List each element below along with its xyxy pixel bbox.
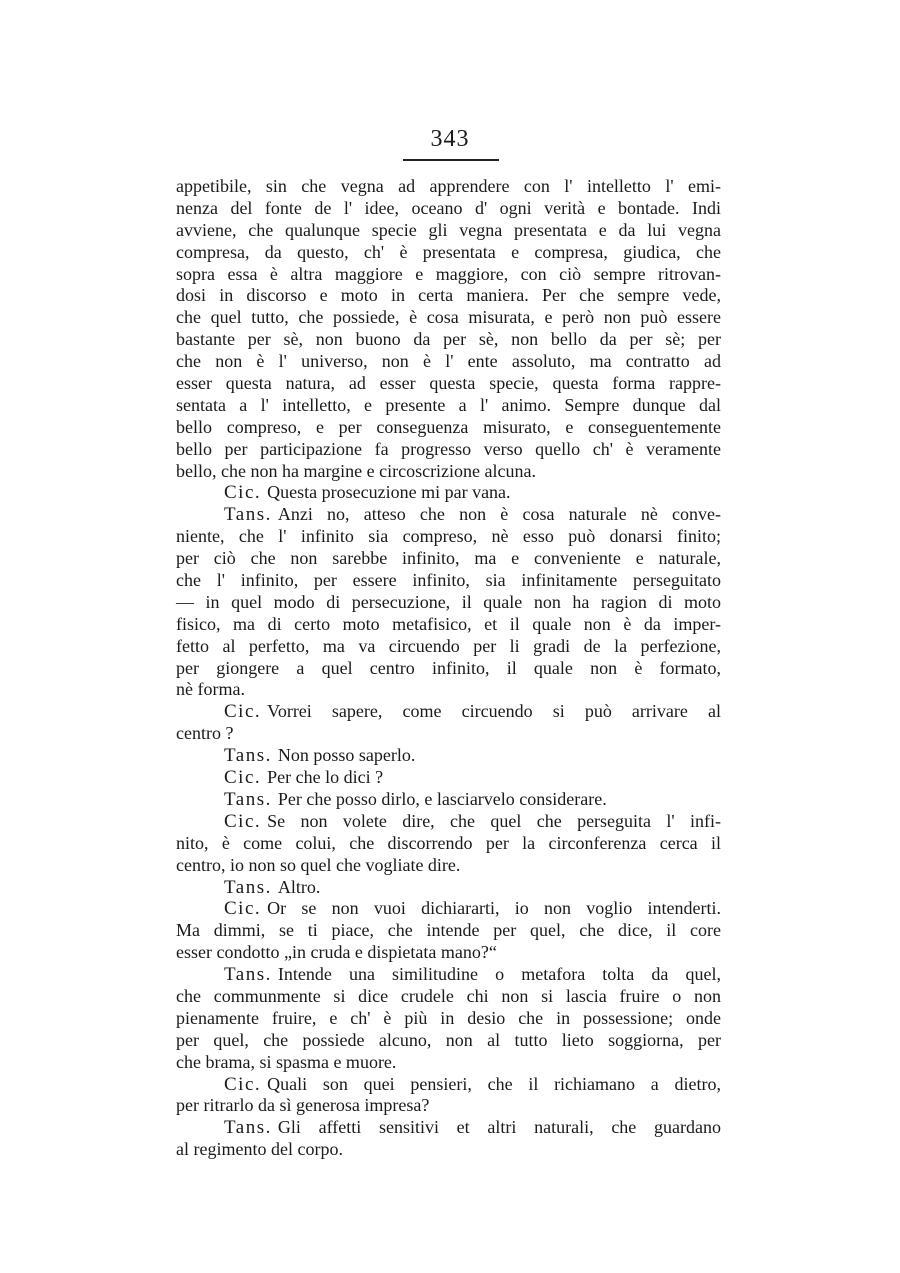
text-line: che quel tutto, che possiede, è cosa misurata, e però non può essere: [176, 307, 721, 328]
speaker-label: Cic.: [224, 701, 262, 723]
speaker-label: Cic.: [224, 810, 262, 832]
speaker-label: Tans.: [224, 504, 272, 526]
dialogue-line: fisico, ma di certo moto metafisico, et il quale non è da imper-: [176, 613, 721, 634]
dialogue-line: che brama, si spasma e muore.: [176, 1051, 397, 1072]
speaker-label: Tans.: [224, 1117, 272, 1139]
dialogue-line: Ma dimmi, se ti piace, che intende per quel, che dice, il core: [176, 920, 721, 941]
dialogue-line: Tans. Anzi no, atteso che non è cosa naturale nè conve-: [224, 504, 721, 526]
dialogue-line: Cic. Se non volete dire, che quel che perseguita l' infi-: [224, 810, 721, 832]
dialogue-line: Cic. Per che lo dici ?: [224, 767, 384, 789]
text-line: bello, che non ha margine e circoscrizione alcuna.: [176, 460, 537, 481]
speaker-label: Tans.: [224, 964, 272, 986]
body-text: [176, 176, 721, 1161]
text-line: appetibile, sin che vegna ad apprendere con l' intelletto l' emi-: [176, 176, 721, 196]
dialogue-line: per ritrarlo da sì generosa impresa?: [176, 1095, 430, 1116]
text-line: esser questa natura, ad esser questa specie, questa forma rappre-: [176, 373, 721, 394]
header-rule: [403, 159, 499, 161]
speaker-label: Cic.: [224, 482, 262, 504]
text-line: che non è l' universo, non è l' ente assoluto, ma contratto ad: [176, 351, 721, 372]
dialogue-line: Cic. Or se non vuoi dichiararti, io non voglio intenderti.: [224, 898, 721, 920]
dialogue-line: fetto al perfetto, ma va circuendo per li gradi de la perfezione,: [176, 635, 721, 656]
dialogue-line: che communmente si dice crudele chi non si lascia fruire o non: [176, 985, 721, 1006]
dialogue-line: per ciò che non sarebbe infinito, ma e conveniente e naturale,: [176, 548, 721, 569]
dialogue-line: niente, che l' infinito sia compreso, nè esso può donarsi finito;: [176, 526, 721, 547]
dialogue-line: per quel, che possiede alcuno, non al tutto lieto soggiorna, per: [176, 1029, 721, 1050]
dialogue-line: Tans. Non posso saperlo.: [224, 745, 416, 767]
speaker-label: Tans.: [224, 788, 272, 810]
speaker-label: Tans.: [224, 745, 272, 767]
speaker-label: Tans.: [224, 876, 272, 898]
speaker-label: Cic.: [224, 898, 262, 920]
dialogue-line: che l' infinito, per essere infinito, sia infinitamente perseguitato: [176, 570, 721, 591]
text-line: nenza del fonte de l' idee, oceano d' ogni verità e bontade. Indi: [176, 197, 721, 218]
dialogue-line: centro ?: [176, 723, 234, 744]
text-line: bastante per sè, non buono da per sè, non bello da per sè; per: [176, 329, 721, 350]
dialogue-line: esser condotto „in cruda e dispietata mano?“: [176, 942, 497, 963]
dialogue-line: nito, è come colui, che discorrendo per la circonferenza cerca il: [176, 832, 721, 853]
dialogue-line: Tans. Altro.: [224, 876, 321, 898]
speaker-label: Cic.: [224, 1073, 262, 1095]
text-line: bello per participazione fa progresso verso quello ch' è veramente: [176, 438, 721, 459]
dialogue-line: Tans. Gli affetti sensitivi et altri naturali, che guardano: [224, 1117, 721, 1139]
dialogue-line: Cic. Vorrei sapere, come circuendo si può arrivare al: [224, 701, 721, 723]
text-line: compresa, da questo, ch' è presentata e compresa, giudica, che: [176, 241, 721, 262]
dialogue-line: pienamente fruire, e ch' è più in desio che in possessione; onde: [176, 1007, 721, 1028]
dialogue-line: centro, io non so quel che vogliate dire.: [176, 854, 461, 875]
text-line: avviene, che qualunque specie gli vegna presentata e da lui vegna: [176, 219, 721, 240]
dialogue-line: nè forma.: [176, 679, 245, 700]
dialogue-line: Cic. Quali son quei pensieri, che il richiamano a dietro,: [224, 1073, 721, 1095]
dialogue-line: al regimento del corpo.: [176, 1139, 343, 1160]
text-line: dosi in discorso e moto in certa maniera. Per che sempre vede,: [176, 285, 721, 306]
speaker-label: Cic.: [224, 767, 262, 789]
dialogue-line: Cic. Questa prosecuzione mi par vana.: [224, 482, 511, 504]
dialogue-line: Tans. Per che posso dirlo, e lasciarvelo considerare.: [224, 788, 607, 810]
dialogue-line: — in quel modo di persecuzione, il quale non ha ragion di moto: [176, 591, 721, 612]
dialogue-line: Tans. Intende una similitudine o metafora tolta da quel,: [224, 964, 721, 986]
page-number: 343: [430, 126, 470, 152]
text-line: bello compreso, e per conseguenza misurato, e conseguentemente: [176, 416, 721, 437]
text-line: sopra essa è altra maggiore e maggiore, con ciò sempre ritrovan-: [176, 263, 721, 284]
text-line: sentata a l' intelletto, e presente a l' animo. Sempre dunque dal: [176, 394, 721, 415]
dialogue-line: per giongere a quel centro infinito, il quale non è formato,: [176, 657, 721, 678]
